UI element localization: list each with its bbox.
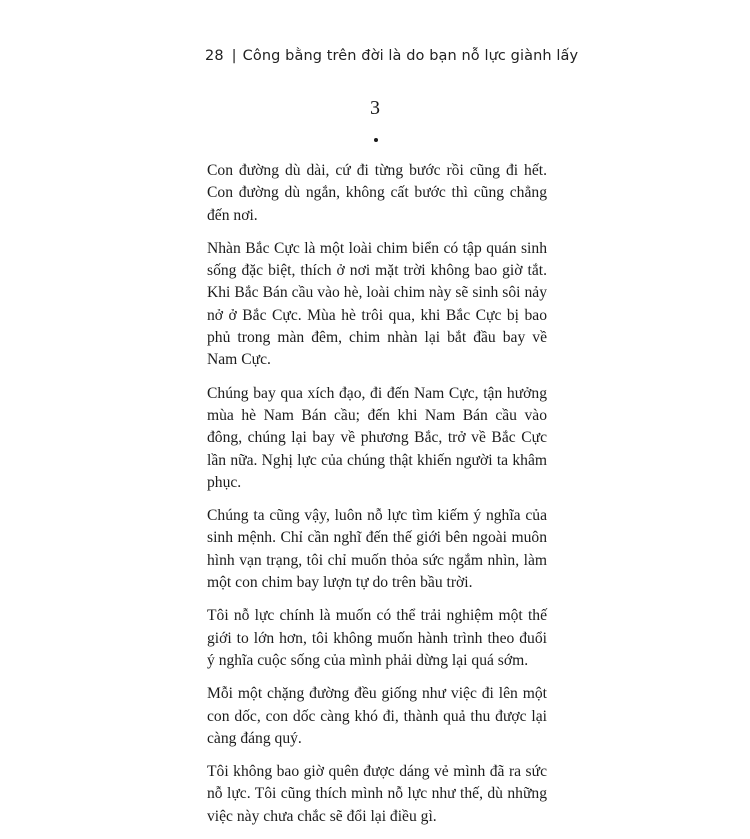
running-head <box>205 48 578 64</box>
page-number: 28 <box>205 48 224 64</box>
paragraph: Mỗi một chặng đường đều giống như việc đi lên một con dốc, con dốc càng khó đi, thành quả thu được lại càng đáng quý. <box>207 685 547 747</box>
running-head-separator: | <box>231 48 237 64</box>
paragraph: Chúng ta cũng vậy, luôn nỗ lực tìm kiếm ý nghĩa của sinh mệnh. Chỉ cần nghĩ đến thế giới bên ngoài muôn hình vạn trạng, tôi chỉ muốn thỏa sức ngắm nhìn, làm một con chim bay lượn tự do trên bầu trời. <box>207 507 547 592</box>
paragraph: Tôi nỗ lực chính là muốn có thể trải nghiệm một thế giới to lớn hơn, tôi không muốn hành trình theo đuổi ý nghĩa cuộc sống của mình phải dừng lại quá sớm. <box>207 607 547 669</box>
paragraph: Chúng bay qua xích đạo, đi đến Nam Cực, tận hưởng mùa hè Nam Bán cầu; đến khi Nam Bán cầu vào đông, chúng lại bay về phương Bắc, trở về Bắc Cực lần nữa. Nghị lực của chúng thật khiến người ta khâm phục. <box>207 384 547 491</box>
book-title: Công bằng trên đời là do bạn nỗ lực giành lấy <box>242 48 579 64</box>
paragraph: Con đường dù dài, cứ đi từng bước rồi cũng đi hết. Con đường dù ngắn, không cất bước thì cũng chẳng đến nơi. <box>207 162 547 224</box>
paragraph: Nhàn Bắc Cực là một loài chim biển có tập quán sinh sống đặc biệt, thích ở nơi mặt trời không bao giờ tắt. Khi Bắc Bán cầu vào hè, loài chim này sẽ sinh sôi nảy nở ở Bắc Cực. Mùa hè trôi qua, khi Bắc Cực bị bao phủ trong màn đêm, chim nhàn lại bắt đầu bay về Nam Cực. <box>207 239 547 369</box>
chapter-number: 3 <box>370 97 380 119</box>
paragraph: Tôi không bao giờ quên được dáng vẻ mình đã ra sức nỗ lực. Tôi cũng thích mình nỗ lực như thế, dù những việc này chưa chắc sẽ đổi lại điều gì. <box>207 763 547 825</box>
chapter-ornament-dot <box>374 138 378 142</box>
body-text <box>207 160 547 839</box>
